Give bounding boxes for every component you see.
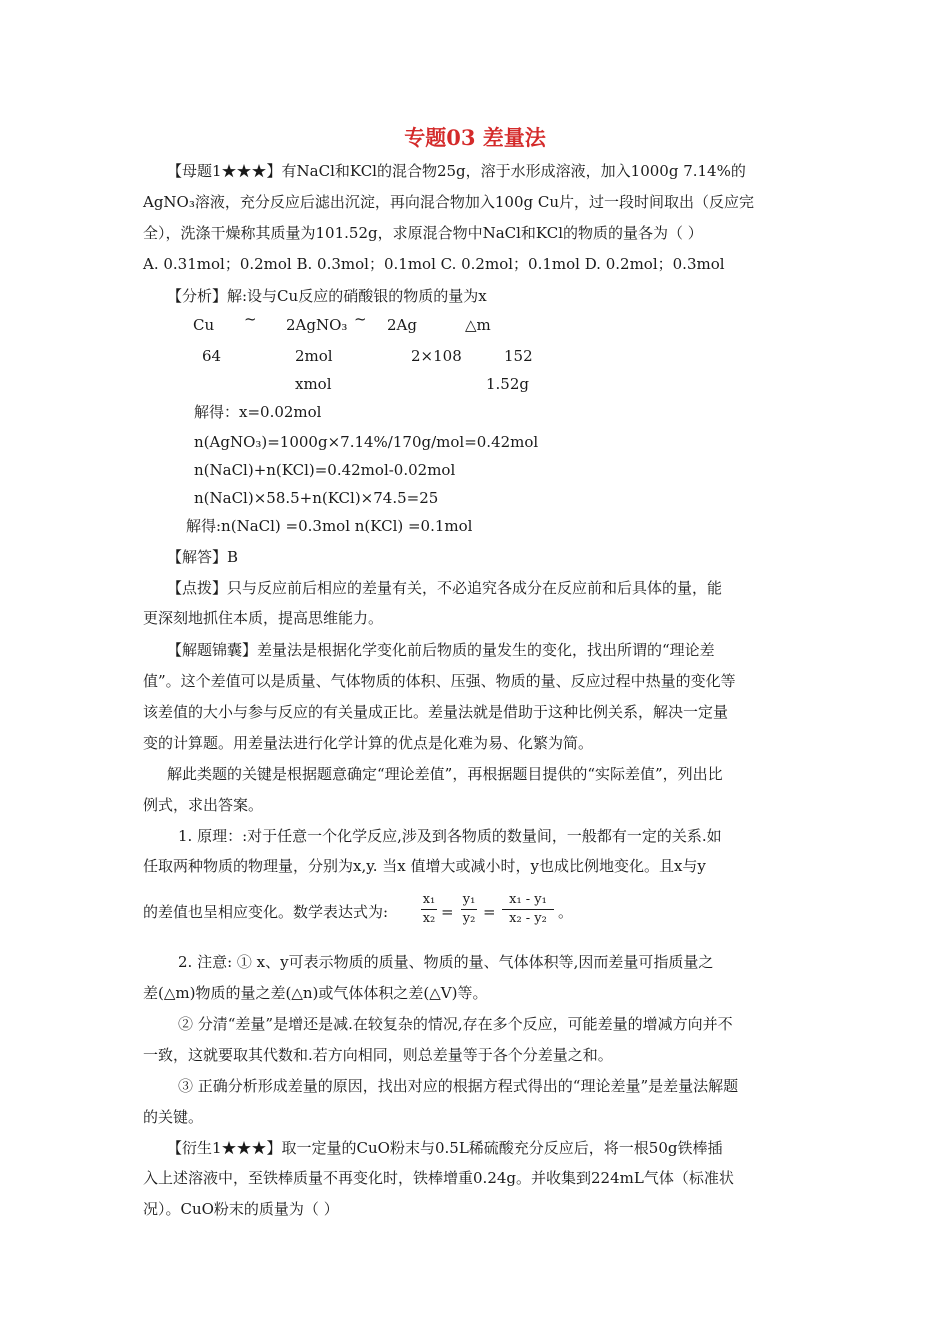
page-title: 专题03 差量法 bbox=[404, 125, 546, 150]
fraction-x-numerator: x₁ bbox=[422, 892, 436, 907]
solve-step-1: 解得：x=0.02mol bbox=[194, 403, 322, 421]
note-line-5: ③ 正确分析形成差量的原因，找出对应的根据方程式得出的“理论差量”是差量法解题 bbox=[178, 1077, 739, 1095]
equation-row3-x: xmol bbox=[295, 375, 332, 393]
method-line-2: 值”。这个差值可以是质量、气体物质的体积、压强、物质的量、反应过程中热量的变化等 bbox=[143, 672, 736, 690]
equation-cu: Cu bbox=[193, 316, 215, 334]
note-line-3: ② 分清“差量”是增还是减.在较复杂的情况,存在多个反应，可能差量的增减方向并不 bbox=[178, 1015, 733, 1033]
principle-end: 。 bbox=[558, 903, 574, 921]
solve-step-2: n(AgNO₃)=1000g×7.14%/170g/mol=0.42mol bbox=[194, 433, 539, 451]
solve-step-4: n(NaCl)×58.5+n(KCl)×74.5=25 bbox=[194, 489, 439, 507]
fraction-bar bbox=[421, 909, 437, 910]
principle-line-1: 1. 原理：:对于任意一个化学反应,涉及到各物质的数量间，一般都有一定的关系.如 bbox=[178, 827, 722, 845]
principle-line-3: 的差值也呈相应变化。数学表达式为: bbox=[143, 903, 389, 921]
principle-line-2: 任取两种物质的物理量，分别为x,y. 当x 值增大或减小时，y也成比例地变化。且x与y bbox=[143, 857, 706, 875]
method-line-4: 变的计算题。用差量法进行化学计算的优点是化难为易、化繁为简。 bbox=[143, 734, 594, 752]
fraction-y-denominator: y₂ bbox=[462, 911, 476, 926]
equation-row2-agno3: 2mol bbox=[295, 347, 333, 365]
fraction-difference bbox=[502, 892, 554, 927]
fraction-x bbox=[421, 892, 437, 927]
equation-row2-ag: 2×108 bbox=[411, 347, 462, 365]
solve-step-5: 解得:n(NaCl) =0.3mol n(KCl) =0.1mol bbox=[186, 517, 473, 535]
problem-options: A. 0.31mol；0.2mol B. 0.3mol；0.1mol C. 0.2mol；0.1mol D. 0.2mol；0.3mol bbox=[143, 255, 725, 273]
fraction-y-numerator: y₁ bbox=[462, 892, 476, 907]
analysis-header: 【分析】解:设与Cu反应的硝酸银的物质的量为x bbox=[167, 287, 487, 305]
derived-line-1: 【衍生1★★★】取一定量的CuO粉末与0.5L稀硫酸充分反应后，将一根50g铁棒插 bbox=[167, 1139, 723, 1157]
equals-sign-1: = bbox=[441, 903, 454, 921]
fraction-x-denominator: x₂ bbox=[422, 911, 436, 926]
equation-ag: 2Ag bbox=[387, 316, 417, 334]
method-line-6: 例式，求出答案。 bbox=[143, 796, 264, 814]
equals-sign-2: = bbox=[483, 903, 496, 921]
note-line-4: 一致，这就要取其代数和.若方向相同，则总差量等于各个分差量之和。 bbox=[143, 1046, 613, 1064]
problem-line-1: 【母题1★★★】有NaCl和KCl的混合物25g，溶于水形成溶液，加入1000g 7.14%的 bbox=[167, 162, 746, 180]
note-line-6: 的关键。 bbox=[143, 1108, 204, 1126]
note-line-2: 差(△m)物质的量之差(△n)或气体体积之差(△V)等。 bbox=[143, 984, 488, 1002]
derived-line-3: 况）。CuO粉末的质量为（ ） bbox=[143, 1200, 339, 1218]
equation-row3-delta: 1.52g bbox=[486, 375, 530, 393]
equation-delta-m: △m bbox=[465, 316, 491, 334]
answer: 【解答】B bbox=[167, 548, 239, 566]
tip-line-1: 【点拨】只与反应前后相应的差量有关，不必追究各成分在反应前和后具体的量，能 bbox=[167, 579, 723, 597]
equation-agno3: 2AgNO₃ bbox=[286, 316, 348, 334]
fraction-difference-denominator: x₂ - y₂ bbox=[509, 911, 547, 926]
equation-tilde-1: ~ bbox=[244, 310, 257, 328]
fraction-y bbox=[461, 892, 477, 927]
fraction-bar bbox=[502, 909, 554, 910]
derived-line-2: 入上述溶液中，至铁棒质量不再变化时，铁棒增重0.24g。并收集到224mL气体（标准状 bbox=[143, 1169, 734, 1187]
equation-row2-cu: 64 bbox=[202, 347, 222, 365]
equation-row2-delta: 152 bbox=[504, 347, 533, 365]
solve-step-3: n(NaCl)+n(KCl)=0.42mol-0.02mol bbox=[194, 461, 456, 479]
note-line-1: 2. 注意: ① x、y可表示物质的质量、物质的量、气体体积等,因而差量可指质量之 bbox=[178, 953, 714, 971]
fraction-difference-numerator: x₁ - y₁ bbox=[509, 892, 547, 907]
equation-tilde-2: ~ bbox=[354, 310, 367, 328]
tip-line-2: 更深刻地抓住本质，提高思维能力。 bbox=[143, 609, 384, 627]
fraction-bar bbox=[461, 909, 477, 910]
problem-line-3: 全），洗涤干燥称其质量为101.52g，求原混合物中NaCl和KCl的物质的量各为（ ） bbox=[143, 224, 703, 242]
method-line-5: 解此类题的关键是根据题意确定“理论差值”，再根据题目提供的“实际差值”，列出比 bbox=[167, 765, 723, 783]
method-line-3: 该差值的大小与参与反应的有关量成正比。差量法就是借助于这种比例关系，解决一定量 bbox=[143, 703, 729, 721]
method-line-1: 【解题锦囊】差量法是根据化学变化前后物质的量发生的变化，找出所谓的“理论差 bbox=[167, 641, 715, 659]
problem-line-2: AgNO₃溶液，充分反应后滤出沉淀，再向混合物加入100g Cu片，过一段时间取出（反应完 bbox=[143, 193, 755, 211]
